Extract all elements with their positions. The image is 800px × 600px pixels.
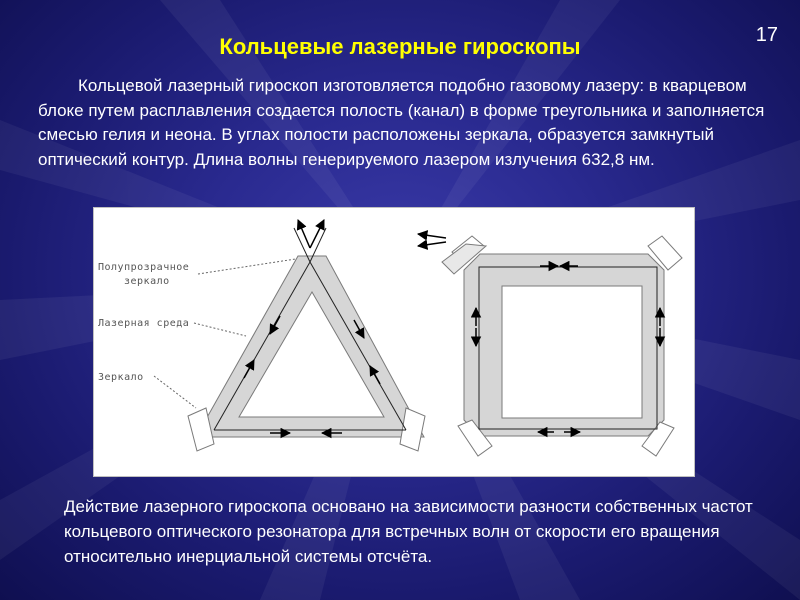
slide-title: Кольцевые лазерные гироскопы: [219, 34, 581, 59]
label-laser-medium: Лазерная среда: [98, 318, 190, 329]
label-semi-mirror-line2: зеркало: [124, 276, 170, 287]
triangle-resonator: [188, 220, 425, 451]
conclusion-paragraph: Действие лазерного гироскопа основано на зависимости разности собственных частот кольцевого оптического резонатора для встречных волн от скорости его вращения относительно инерциальной системы отсчёта.: [64, 497, 753, 566]
intro-paragraph: Кольцевой лазерный гироскоп изготовляется подобно газовому лазеру: в кварцевом блоке путем расплавления создается полость (канал) в форме треугольника и заполняется смесью гелия и неона. В углах полости расположены зеркала, образуется замкнутый оптический контур. Длина волны генерируемого лазером излучения 632,8 нм.: [38, 76, 765, 169]
square-resonator: [418, 234, 682, 456]
label-semi-mirror-line1: Полупрозрачное: [98, 262, 190, 273]
leader-semi-mirror: [198, 258, 302, 274]
leader-mirror: [154, 376, 196, 408]
leader-laser-medium: [194, 323, 246, 336]
slide-number: 17: [755, 24, 778, 46]
gyroscope-figure: [93, 207, 695, 477]
label-mirror: Зеркало: [98, 372, 144, 383]
gyroscope-diagram: [94, 208, 694, 476]
